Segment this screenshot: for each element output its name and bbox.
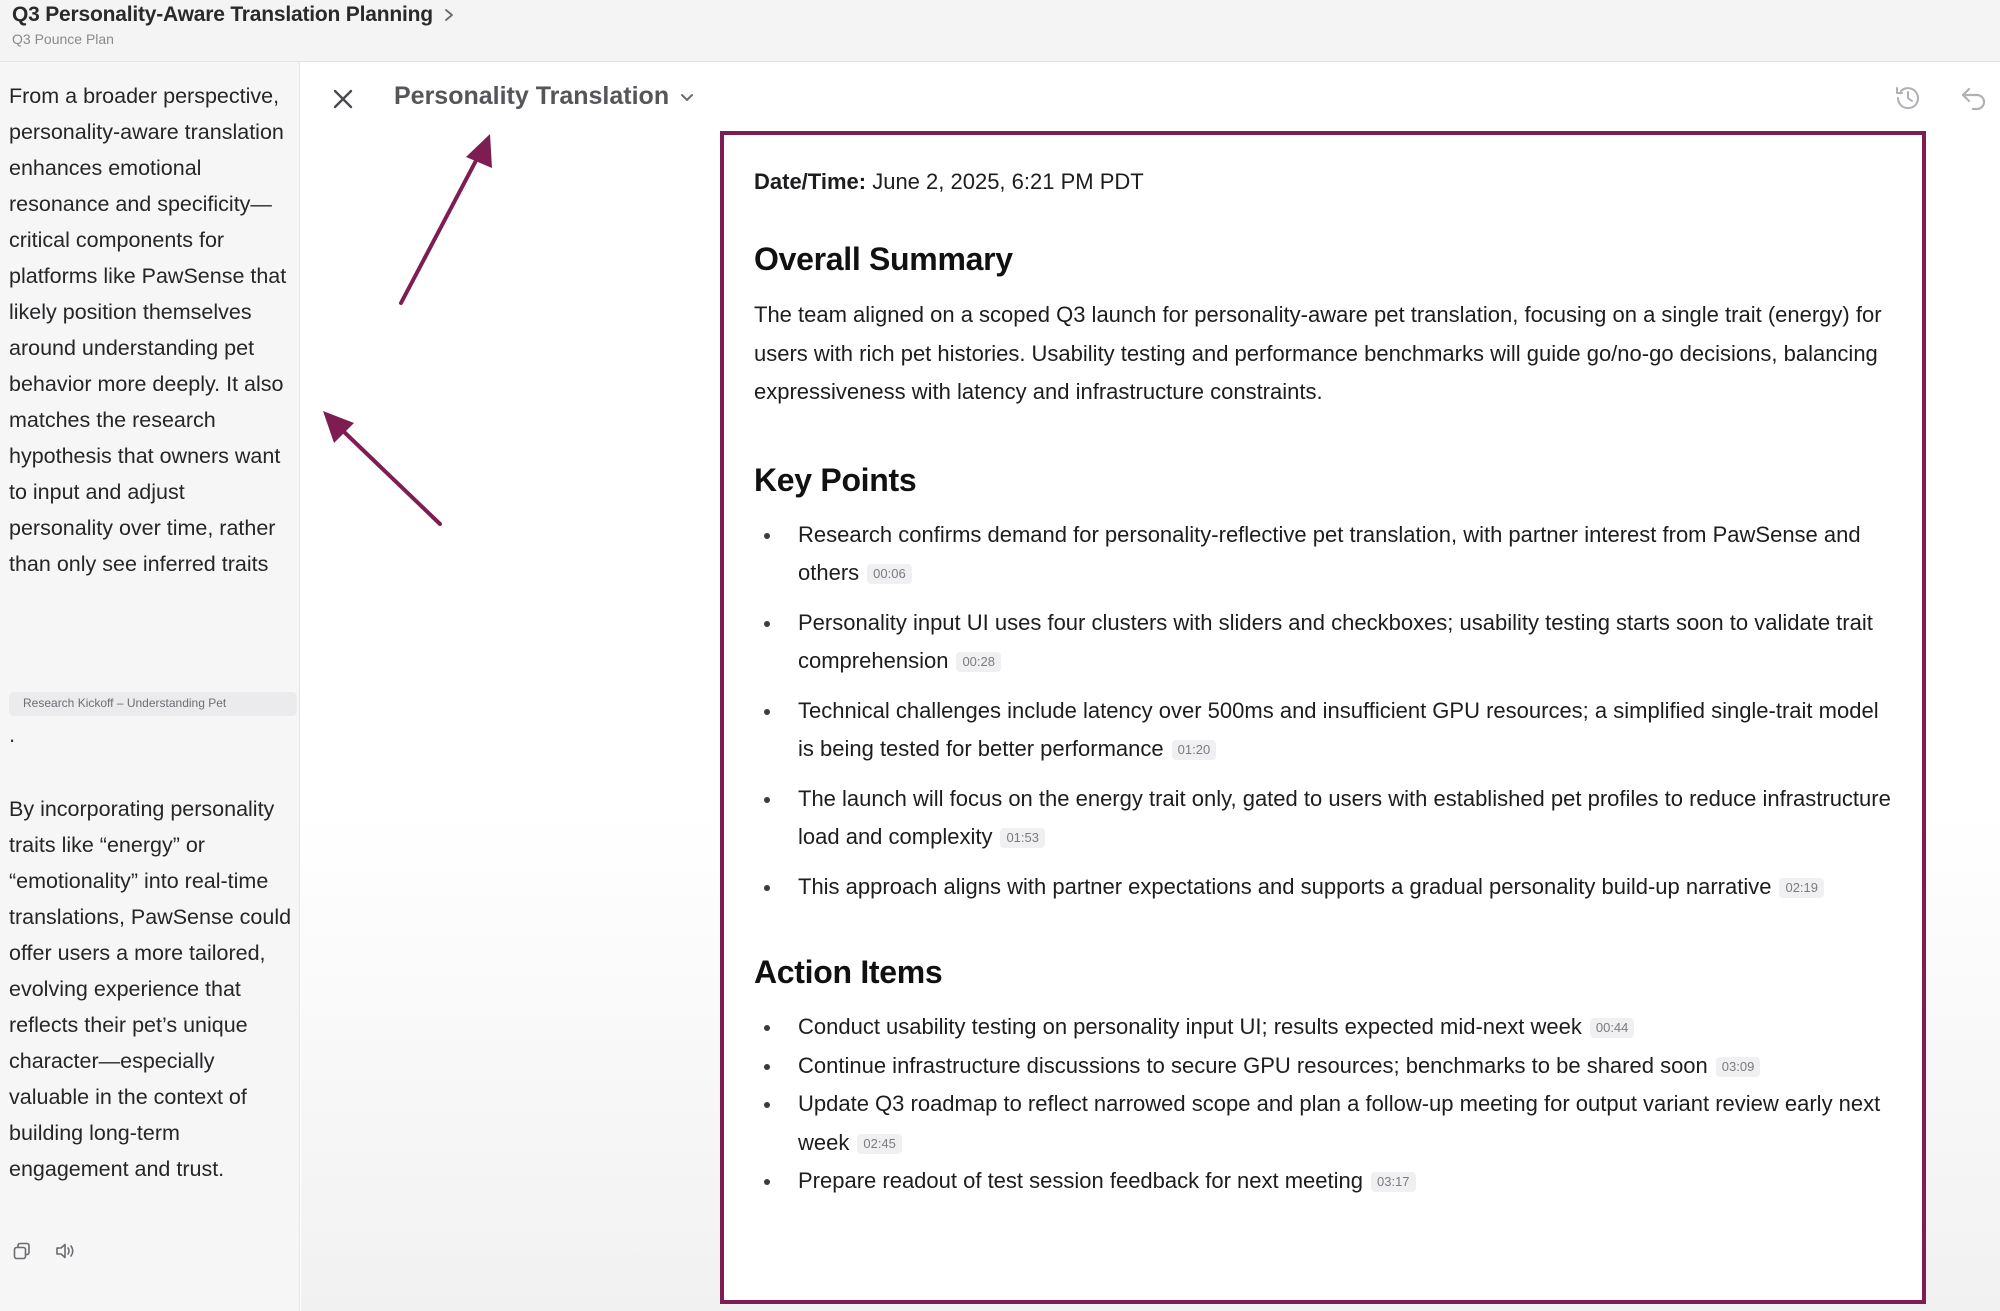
chevron-down-icon bbox=[679, 91, 695, 103]
page-title[interactable]: Q3 Personality-Aware Translation Planning bbox=[12, 3, 433, 26]
chat-message-text: By incorporating personality traits like “energy” or “emotionality” into real-time translations, PawSense could offer users a more tailored, evolving experience that reflects their pet’s unique character—especially valuable in the context of building long-term engagement and trust. bbox=[9, 797, 292, 1181]
speaker-icon[interactable] bbox=[54, 1239, 78, 1263]
close-icon bbox=[332, 88, 354, 110]
message-toolbar bbox=[10, 1239, 78, 1263]
chat-panel bbox=[0, 62, 300, 1311]
timestamp-badge[interactable]: 01:53 bbox=[1000, 828, 1045, 848]
datetime-label: Date/Time: bbox=[754, 169, 867, 194]
overall-summary-text: The team aligned on a scoped Q3 launch for personality-aware pet translation, focusing on a single trait (energy) for users with rich pet histories. Usability testing and performance benchmarks will guide go/no-go decisions, balancing expressiveness with latency and infrastructure constraints. bbox=[754, 302, 1882, 404]
summary-content bbox=[754, 161, 1894, 1201]
key-point-item bbox=[754, 780, 1894, 857]
source-citation-chip[interactable]: Research Kickoff – Understanding Pet bbox=[9, 692, 297, 716]
key-point-text: Technical challenges include latency over 500ms and insufficient GPU resources; a simplified single-trait model is being tested for better performance bbox=[798, 697, 1879, 761]
key-points-heading: Key Points bbox=[754, 461, 917, 498]
top-bar bbox=[0, 0, 2000, 62]
action-item-item bbox=[754, 1047, 1894, 1086]
timestamp-badge[interactable]: 00:28 bbox=[956, 652, 1001, 672]
chevron-right-icon[interactable] bbox=[441, 7, 457, 23]
key-point-item bbox=[754, 516, 1894, 593]
datetime-line bbox=[754, 169, 1894, 195]
key-point-item bbox=[754, 692, 1894, 769]
timestamp-badge[interactable]: 02:45 bbox=[857, 1134, 902, 1154]
close-button[interactable] bbox=[328, 84, 358, 114]
breadcrumb bbox=[12, 3, 457, 27]
timestamp-badge[interactable]: 01:20 bbox=[1172, 740, 1217, 760]
key-points-list bbox=[754, 516, 1894, 907]
overall-summary-heading: Overall Summary bbox=[754, 241, 1013, 277]
document-toolbar bbox=[1892, 82, 1990, 114]
chat-separator: . bbox=[9, 722, 16, 747]
key-point-text: Personality input UI uses four clusters with sliders and checkboxes; usability testing starts soon to validate trait comprehension bbox=[798, 609, 1873, 673]
timestamp-badge[interactable]: 02:19 bbox=[1779, 878, 1824, 898]
timestamp-badge[interactable]: 00:44 bbox=[1590, 1018, 1635, 1038]
action-item-text: Update Q3 roadmap to reflect narrowed scope and plan a follow-up meeting for output variant review early next week bbox=[798, 1091, 1881, 1155]
datetime-value: June 2, 2025, 6:21 PM PDT bbox=[872, 169, 1144, 194]
action-item-item bbox=[754, 1162, 1894, 1201]
key-point-text: Research confirms demand for personality-reflective pet translation, with partner interest from PawSense and others bbox=[798, 521, 1861, 585]
action-items-heading: Action Items bbox=[754, 954, 943, 990]
action-item-item bbox=[754, 1085, 1894, 1162]
page-subtitle: Q3 Pounce Plan bbox=[12, 31, 114, 47]
timestamp-badge[interactable]: 03:17 bbox=[1371, 1172, 1416, 1192]
key-point-text: This approach aligns with partner expectations and supports a gradual personality build-up narrative bbox=[798, 873, 1772, 899]
action-items-list bbox=[754, 1008, 1894, 1201]
undo-icon[interactable] bbox=[1958, 82, 1990, 114]
timestamp-badge[interactable]: 00:06 bbox=[867, 564, 912, 584]
action-item-text: Continue infrastructure discussions to secure GPU resources; benchmarks to be shared soon bbox=[798, 1052, 1708, 1078]
key-point-item bbox=[754, 604, 1894, 681]
key-point-item bbox=[754, 868, 1894, 907]
history-icon[interactable] bbox=[1892, 82, 1924, 114]
action-item-text: Prepare readout of test session feedback for next meeting bbox=[798, 1168, 1363, 1193]
chat-message-text: From a broader perspective, personality-aware translation enhances emotional resonance and specificity—critical components for platforms like PawSense that likely position themselves around understanding pet behavior more deeply. It also matches the research hypothesis that owners want to input and adjust personality over time, rather than only see inferred traits bbox=[9, 84, 287, 576]
action-item-item bbox=[754, 1008, 1894, 1047]
document-selector[interactable] bbox=[394, 82, 695, 111]
key-point-text: The launch will focus on the energy trait only, gated to users with established pet profiles to reduce infrastructure load and complexity bbox=[798, 785, 1891, 849]
timestamp-badge[interactable]: 03:09 bbox=[1716, 1057, 1761, 1077]
copy-icon[interactable] bbox=[10, 1239, 34, 1263]
document-selector-label: Personality Translation bbox=[394, 82, 670, 110]
action-item-text: Conduct usability testing on personality input UI; results expected mid-next week bbox=[798, 1014, 1582, 1039]
meeting-summary-card bbox=[720, 131, 1926, 1304]
